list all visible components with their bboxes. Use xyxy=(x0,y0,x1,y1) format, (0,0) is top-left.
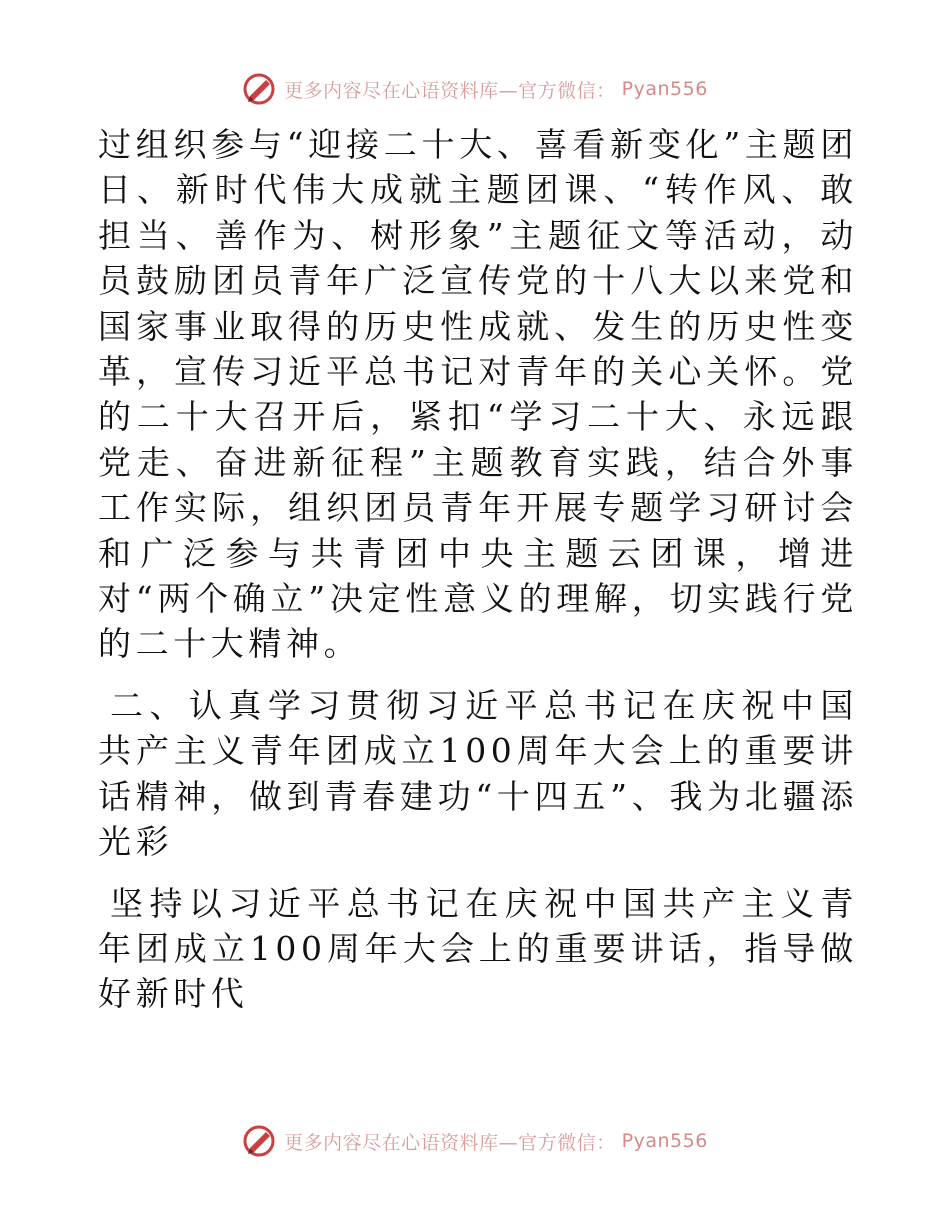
watermark-text: 更多内容尽在心语资料库—官方微信： xyxy=(284,1131,616,1154)
header-watermark xyxy=(0,72,950,106)
watermark-contact: Pyan556 xyxy=(621,78,708,100)
watermark-text: 更多内容尽在心语资料库—官方微信： xyxy=(284,79,616,102)
paragraph-section-body: 坚持以习近平总书记在庆祝中国共产主义青年团成立100周年大会上的重要讲话，指导做好新时代 xyxy=(98,883,858,1014)
watermark-contact: Pyan556 xyxy=(621,1130,708,1152)
section-heading: 二、认真学习贯彻习近平总书记在庆祝中国共产主义青年团成立100周年大会上的重要讲话精神，做到青春建功“十四五”、我为北疆添光彩 xyxy=(98,685,858,862)
footer-watermark xyxy=(0,1124,950,1158)
paragraph-continuation: 过组织参与“迎接二十大、喜看新变化”主题团日、新时代伟大成就主题团课、“转作风、敢担当、善作为、树形象”主题征文等活动，动员鼓励团员青年广泛宣传党的十八大以来党和国家事业取得的历史性成就、发生的历史性变革，宣传习近平总书记对青年的关心关怀。党的二十大召开后，紧扣“学习二十大、永远跟党走、奋进新征程”主题教育实践，结合外事工作实际，组织团员青年开展专题学习研讨会和广泛参与共青团中央主题云团课，增进对“两个确立”决定性意义的理解，切实践行党的二十大精神。 xyxy=(98,125,858,664)
red-circle-pen-logo-icon xyxy=(242,72,278,106)
red-circle-pen-logo-icon xyxy=(242,1124,278,1158)
document-body xyxy=(98,122,858,1017)
